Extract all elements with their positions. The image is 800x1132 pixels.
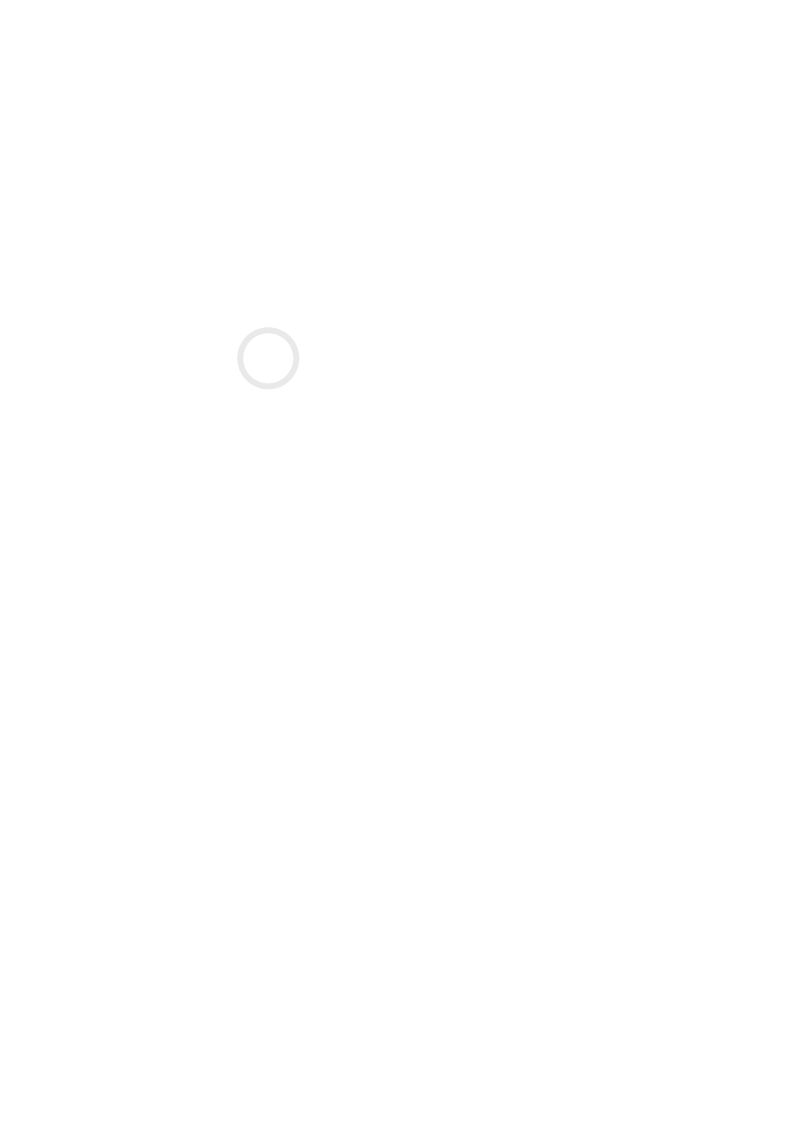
watermark-logo: [218, 250, 543, 459]
watermark-logo-icon: [235, 325, 301, 391]
